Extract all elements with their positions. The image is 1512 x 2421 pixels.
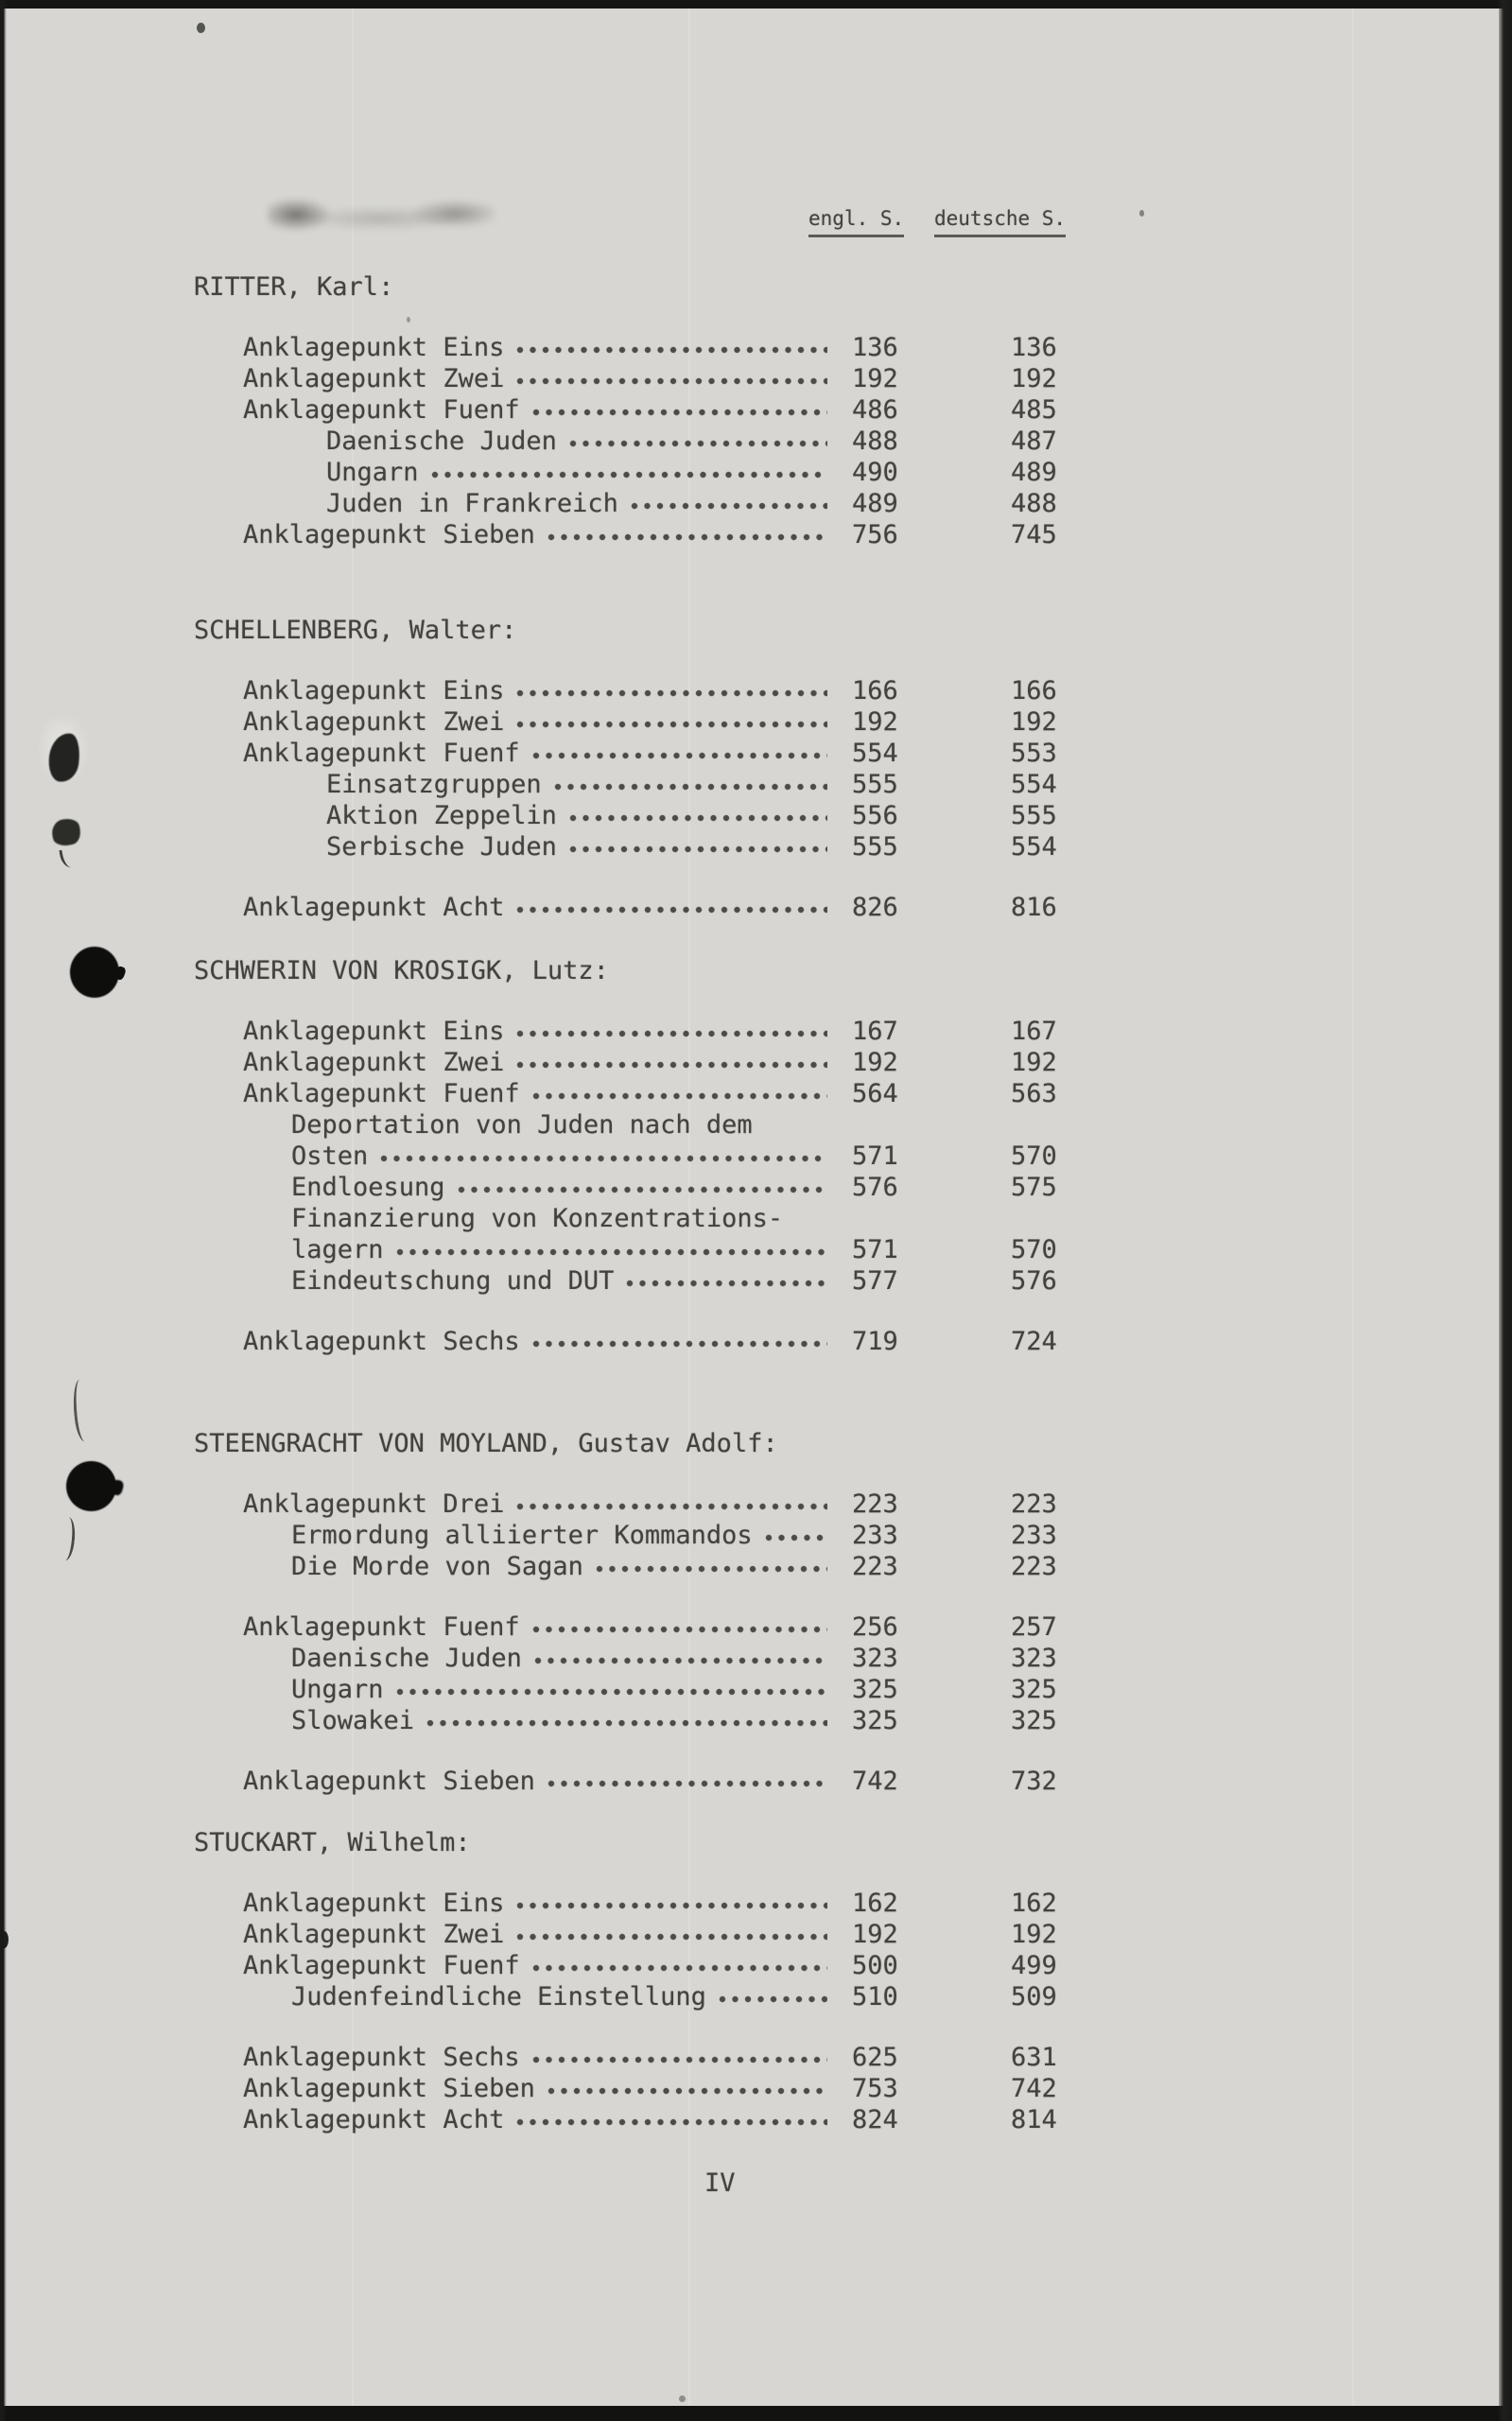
- dot-leader: [531, 1337, 827, 1350]
- paper-speck: [679, 2395, 686, 2402]
- section-title: STUCKART, Wilhelm:: [194, 1828, 471, 1857]
- page-number-english: [852, 1203, 907, 1234]
- dot-leader: [764, 1531, 827, 1544]
- toc-section: [194, 955, 1066, 1357]
- dot-leader: [395, 1685, 827, 1698]
- toc-row: [194, 394, 1066, 426]
- toc-row: [194, 738, 1066, 769]
- pen-scratch: [59, 848, 74, 869]
- row-label: Ungarn: [291, 1675, 384, 1704]
- row-label: Deportation von Juden nach dem: [291, 1110, 753, 1140]
- page-number-german: 192: [1011, 707, 1057, 737]
- paper-speck: [1139, 210, 1144, 217]
- toc-row: [194, 363, 1066, 394]
- row-label: Anklagepunkt Sieben: [243, 2074, 535, 2103]
- page-number-english: 489: [852, 489, 898, 518]
- toc-row: [194, 2104, 1066, 2135]
- toc-row: [194, 1141, 1066, 1172]
- toc-row: [194, 519, 1066, 550]
- page-number-german: 732: [1011, 1767, 1057, 1796]
- row-label: Eindeutschung und DUT: [291, 1266, 615, 1296]
- page-number-english: 490: [852, 458, 898, 487]
- dot-leader: [547, 1777, 827, 1790]
- toc-row: [194, 1078, 1066, 1109]
- toc-row: [194, 1766, 1066, 1797]
- page-number-english: 510: [852, 1982, 898, 2012]
- dot-leader: [515, 718, 827, 731]
- page-number-english: [852, 1109, 907, 1141]
- dot-leader: [515, 903, 827, 916]
- page-number-german: 325: [1011, 1706, 1057, 1735]
- page-number-german: 570: [1011, 1235, 1057, 1264]
- page-number-english: 556: [852, 801, 898, 830]
- page-number-german: 487: [1011, 427, 1057, 456]
- row-label: Slowakei: [291, 1706, 415, 1735]
- page-number-german: 136: [1011, 333, 1057, 362]
- toc-row: [194, 1234, 1066, 1265]
- paper-speck: [197, 23, 205, 33]
- dot-leader: [568, 437, 827, 450]
- row-label: Finanzierung von Konzentrations-: [291, 1204, 784, 1233]
- toc-row: [194, 1016, 1066, 1047]
- toc-row: [194, 800, 1066, 831]
- page-number-english: 488: [852, 427, 898, 456]
- page-number-english: 824: [852, 2105, 898, 2134]
- page-number-german: 554: [1011, 770, 1057, 799]
- toc-row: [194, 1551, 1066, 1582]
- dot-leader: [515, 1930, 827, 1943]
- toc-row: [194, 769, 1066, 800]
- page-number-german: 166: [1011, 676, 1057, 705]
- row-label: Einsatzgruppen: [326, 770, 542, 799]
- row-label: Osten: [291, 1141, 369, 1171]
- toc-row: [194, 457, 1066, 488]
- toc-row: [194, 2042, 1066, 2073]
- row-label: lagern: [291, 1235, 384, 1264]
- page-number-english: 192: [852, 707, 898, 737]
- toc-row: [194, 1489, 1066, 1520]
- dot-leader: [515, 1500, 827, 1513]
- blank-line: [194, 1582, 1066, 1611]
- dot-leader: [531, 1961, 827, 1975]
- page-number-english: 192: [852, 1920, 898, 1949]
- scan-edge-top: [0, 0, 1512, 9]
- page-number-english: 756: [852, 520, 898, 549]
- dot-leader: [568, 811, 827, 825]
- page-number-german: 745: [1011, 520, 1057, 549]
- page-number-german: 576: [1011, 1266, 1057, 1296]
- toc-row: [194, 1326, 1066, 1357]
- row-label: Anklagepunkt Sechs: [243, 2043, 520, 2072]
- dot-leader: [531, 1623, 827, 1636]
- toc-row: [194, 1203, 1066, 1234]
- pen-scratch: [55, 1516, 78, 1561]
- row-label: Daenische Juden: [291, 1644, 522, 1673]
- page-number-german: 554: [1011, 832, 1057, 862]
- toc-row: [194, 1109, 1066, 1141]
- page-number-german: 233: [1011, 1521, 1057, 1550]
- toc-row: [194, 675, 1066, 706]
- row-label: Anklagepunkt Zwei: [243, 364, 505, 393]
- row-label: Anklagepunkt Drei: [243, 1489, 505, 1519]
- section-title: STEENGRACHT VON MOYLAND, Gustav Adolf:: [194, 1429, 778, 1458]
- toc-row: [194, 1611, 1066, 1643]
- dot-leader: [430, 468, 827, 481]
- page-number-english: 576: [852, 1173, 898, 1202]
- toc-row: [194, 1919, 1066, 1950]
- page-number-roman: IV: [704, 2168, 736, 2198]
- page-number-german: 509: [1011, 1982, 1057, 2012]
- page-number-english: 192: [852, 364, 898, 393]
- page-number-english: 554: [852, 739, 898, 768]
- dot-leader: [515, 687, 827, 700]
- page-number-german: 325: [1011, 1675, 1057, 1704]
- toc-row: [194, 332, 1066, 363]
- toc-row: [194, 1981, 1066, 2012]
- page-number-german: 485: [1011, 395, 1057, 425]
- page-number-german: 575: [1011, 1173, 1057, 1202]
- page-number-english: 500: [852, 1951, 898, 1980]
- dot-leader: [395, 1245, 827, 1259]
- dot-leader: [718, 1993, 827, 2006]
- row-label: Anklagepunkt Zwei: [243, 1920, 505, 1949]
- page-number-german: 162: [1011, 1889, 1057, 1918]
- row-label: Die Morde von Sagan: [291, 1552, 583, 1581]
- column-header-german-page: deutsche S.: [934, 206, 1066, 237]
- row-label: Anklagepunkt Fuenf: [243, 1079, 520, 1108]
- column-header-english-page: engl. S.: [808, 206, 904, 237]
- scan-streak: [1352, 0, 1354, 2421]
- page-number-english: 826: [852, 893, 898, 922]
- page-number-english: 325: [852, 1675, 898, 1704]
- section-title: RITTER, Karl:: [194, 272, 394, 302]
- page-number-german: 570: [1011, 1141, 1057, 1171]
- dot-leader: [515, 1058, 827, 1071]
- row-label: Anklagepunkt Fuenf: [243, 739, 520, 768]
- dot-leader: [515, 1899, 827, 1912]
- toc-row: [194, 1674, 1066, 1705]
- page-number-english: 233: [852, 1521, 898, 1550]
- page-number-english: 555: [852, 832, 898, 862]
- row-label: Endloesung: [291, 1173, 445, 1202]
- page-number-english: 571: [852, 1235, 898, 1264]
- blank-line: [194, 1736, 1066, 1766]
- ink-blot: [49, 816, 82, 848]
- toc-row: [194, 831, 1066, 862]
- dot-leader: [379, 1152, 827, 1165]
- page-number-german: 553: [1011, 739, 1057, 768]
- toc-row: [194, 1888, 1066, 1919]
- row-label: Anklagepunkt Eins: [243, 1017, 505, 1046]
- page-number-german: 167: [1011, 1017, 1057, 1046]
- page-number-german: 192: [1011, 364, 1057, 393]
- row-label: Ungarn: [326, 458, 419, 487]
- row-label: Ermordung alliierter Kommandos: [291, 1521, 753, 1550]
- page-number-german: [1011, 1109, 1066, 1141]
- page-number-english: 577: [852, 1266, 898, 1296]
- page-number-german: 192: [1011, 1920, 1057, 1949]
- toc-section: [194, 1428, 1066, 1797]
- dot-leader: [531, 2053, 827, 2066]
- page-number-german: 816: [1011, 893, 1057, 922]
- dot-leader: [515, 2116, 827, 2129]
- toc-row: [194, 1265, 1066, 1297]
- row-label: Anklagepunkt Sechs: [243, 1327, 520, 1356]
- page-number-german: 488: [1011, 489, 1057, 518]
- dot-leader: [547, 2084, 827, 2098]
- page-number-german: 814: [1011, 2105, 1057, 2134]
- section-title: SCHELLENBERG, Walter:: [194, 616, 517, 645]
- dot-leader: [625, 1277, 827, 1290]
- toc-row: [194, 2073, 1066, 2104]
- page-number-german: 555: [1011, 801, 1057, 830]
- page-number-german: 192: [1011, 1048, 1057, 1077]
- page-number-english: 223: [852, 1489, 898, 1519]
- dot-leader: [426, 1716, 827, 1730]
- dot-leader: [553, 780, 827, 793]
- dot-leader: [457, 1183, 827, 1196]
- row-label: Judenfeindliche Einstellung: [291, 1982, 706, 2012]
- dot-leader: [568, 843, 827, 856]
- row-label: Anklagepunkt Sieben: [243, 1767, 535, 1796]
- dot-leader: [515, 343, 827, 357]
- pen-scratch: [71, 1378, 101, 1442]
- dot-leader: [533, 1654, 827, 1667]
- dot-leader: [595, 1562, 827, 1576]
- row-label: Anklagepunkt Acht: [243, 893, 505, 922]
- toc-section: [194, 615, 1066, 923]
- toc-row: [194, 892, 1066, 923]
- dot-leader: [547, 531, 827, 544]
- ink-smudge: [268, 183, 495, 241]
- page-number-english: 192: [852, 1048, 898, 1077]
- row-label: Anklagepunkt Fuenf: [243, 1951, 520, 1980]
- page-number-english: 167: [852, 1017, 898, 1046]
- page-number-english: 325: [852, 1706, 898, 1735]
- blank-line: [194, 2012, 1066, 2042]
- page-number-german: 724: [1011, 1327, 1057, 1356]
- scan-edge-right: [1499, 0, 1512, 2421]
- row-label: Anklagepunkt Eins: [243, 1889, 505, 1918]
- row-label: Aktion Zeppelin: [326, 801, 557, 830]
- row-label: Anklagepunkt Fuenf: [243, 1612, 520, 1642]
- dot-leader: [531, 406, 827, 419]
- toc-section: [194, 271, 1066, 550]
- page-number-german: 499: [1011, 1951, 1057, 1980]
- row-label: Anklagepunkt Fuenf: [243, 395, 520, 425]
- hole-punch: [70, 947, 119, 998]
- page-number-english: 223: [852, 1552, 898, 1581]
- page-number-english: 323: [852, 1644, 898, 1673]
- toc-section: [194, 1827, 1066, 2135]
- toc-row: [194, 1705, 1066, 1736]
- page-number-english: 753: [852, 2074, 898, 2103]
- toc-row: [194, 1643, 1066, 1674]
- row-label: Anklagepunkt Eins: [243, 333, 505, 362]
- row-label: Daenische Juden: [326, 427, 557, 456]
- page-number-german: 257: [1011, 1612, 1057, 1642]
- row-label: Juden in Frankreich: [326, 489, 618, 518]
- row-label: Anklagepunkt Acht: [243, 2105, 505, 2134]
- page-number-english: 742: [852, 1767, 898, 1796]
- section-title: SCHWERIN VON KROSIGK, Lutz:: [194, 956, 609, 985]
- page-number-english: 162: [852, 1889, 898, 1918]
- page-number-german: 563: [1011, 1079, 1057, 1108]
- page-number-german: 223: [1011, 1552, 1057, 1581]
- page-number-german: 323: [1011, 1644, 1057, 1673]
- page-number-english: 564: [852, 1079, 898, 1108]
- page-number-english: 555: [852, 770, 898, 799]
- page-number-german: 489: [1011, 458, 1057, 487]
- page-number-english: 571: [852, 1141, 898, 1171]
- page-number-german: 631: [1011, 2043, 1057, 2072]
- scan-edge-left: [0, 0, 7, 2421]
- dot-leader: [531, 749, 827, 762]
- paper-speck: [407, 317, 410, 322]
- toc-row: [194, 426, 1066, 457]
- page-number-english: 486: [852, 395, 898, 425]
- scan-edge-bottom: [0, 2406, 1512, 2421]
- page-number-english: 166: [852, 676, 898, 705]
- toc-row: [194, 1172, 1066, 1203]
- page-number-german: [1011, 1203, 1066, 1234]
- row-label: Serbische Juden: [326, 832, 557, 862]
- page-number-english: 136: [852, 333, 898, 362]
- row-label: Anklagepunkt Sieben: [243, 520, 535, 549]
- blank-line: [194, 862, 1066, 892]
- dot-leader: [515, 1027, 827, 1040]
- page-number-english: 625: [852, 2043, 898, 2072]
- row-label: Anklagepunkt Zwei: [243, 1048, 505, 1077]
- toc-row: [194, 1950, 1066, 1981]
- row-label: Anklagepunkt Eins: [243, 676, 505, 705]
- page-number-english: 719: [852, 1327, 898, 1356]
- dot-leader: [531, 1089, 827, 1103]
- toc-row: [194, 488, 1066, 519]
- toc-row: [194, 1520, 1066, 1551]
- dot-leader: [515, 374, 827, 388]
- hole-punch: [66, 1461, 116, 1511]
- toc-row: [194, 1047, 1066, 1078]
- blank-line: [194, 1297, 1066, 1326]
- page-number-german: 223: [1011, 1489, 1057, 1519]
- page-number-english: 256: [852, 1612, 898, 1642]
- page-number-german: 742: [1011, 2074, 1057, 2103]
- toc-row: [194, 706, 1066, 738]
- dot-leader: [630, 499, 827, 513]
- row-label: Anklagepunkt Zwei: [243, 707, 505, 737]
